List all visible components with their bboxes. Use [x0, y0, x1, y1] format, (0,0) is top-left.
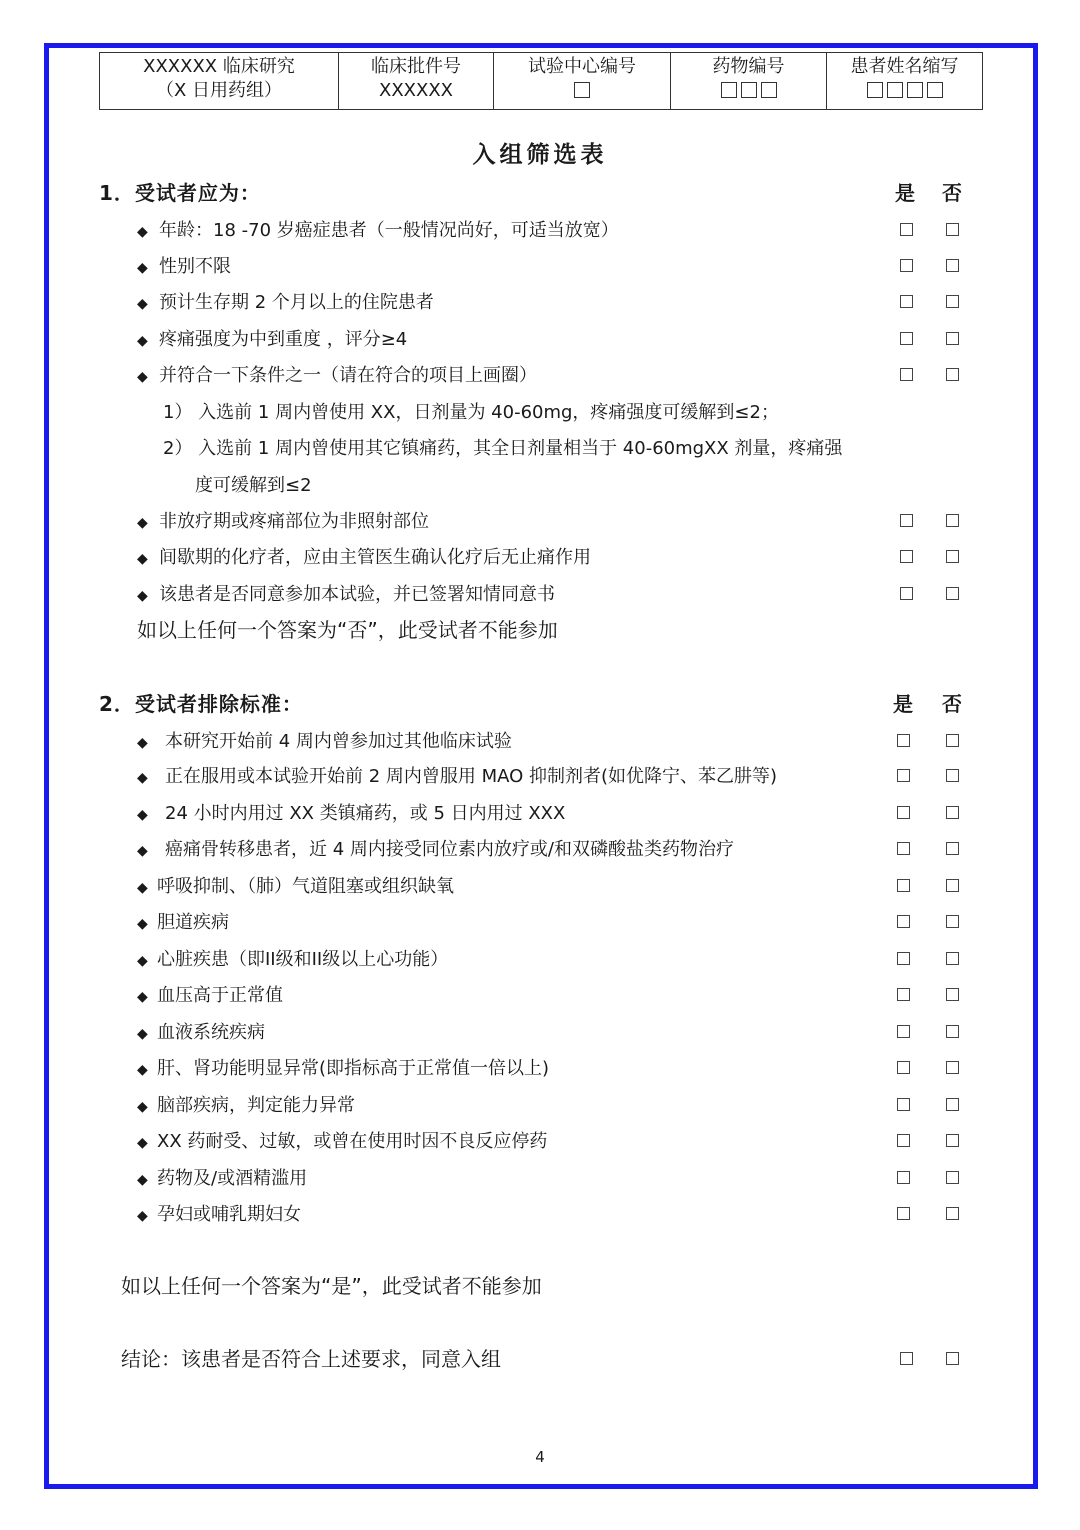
diamond-bullet-icon: ◆ — [137, 735, 148, 751]
drug-id-box[interactable] — [761, 82, 777, 98]
study-cell — [100, 53, 339, 110]
yes-header: 是 — [895, 181, 915, 205]
diamond-bullet-icon: ◆ — [137, 1172, 148, 1188]
no-checkbox[interactable] — [946, 988, 959, 1001]
list-item: ◆ 药物及/或酒精滥用 — [137, 1164, 307, 1194]
diamond-bullet-icon: ◆ — [137, 1135, 148, 1151]
yes-checkbox[interactable] — [897, 1061, 910, 1074]
study-group: （X 日用药组） — [155, 80, 283, 101]
list-item: ◆ 疼痛强度为中到重度 ，评分≥4 — [137, 325, 407, 355]
list-item: ◆ 年龄：18 -70 岁癌症患者（一般情况尚好，可适当放宽） — [137, 216, 619, 246]
no-checkbox[interactable] — [946, 879, 959, 892]
diamond-bullet-icon: ◆ — [137, 916, 148, 932]
yes-checkbox[interactable] — [897, 988, 910, 1001]
approval-label: 临床批件号 — [371, 56, 461, 77]
diamond-bullet-icon: ◆ — [137, 224, 148, 240]
yes-checkbox[interactable] — [897, 879, 910, 892]
list-item: ◆ 正在服用或本试验开始前 2 周内曾服用 MAO 抑制剂者(如优降宁、苯乙肼等) — [137, 762, 777, 792]
initials-box[interactable] — [927, 82, 943, 98]
yes-checkbox[interactable] — [900, 332, 913, 345]
no-checkbox[interactable] — [946, 550, 959, 563]
exclusion-note: 如以上任何一个答案为“是”，此受试者不能参加 — [121, 1274, 542, 1298]
drug-label: 药物编号 — [712, 56, 785, 77]
inclusion-note: 如以上任何一个答案为“否”，此受试者不能参加 — [137, 618, 558, 642]
diamond-bullet-icon: ◆ — [137, 260, 148, 276]
list-item: ◆ 血液系统疾病 — [137, 1018, 265, 1048]
sub-item: 1） 入选前 1 周内曾使用 XX，日剂量为 40-60mg，疼痛强度可缓解到≤2； — [163, 402, 779, 423]
list-item: ◆ 并符合一下条件之一（请在符合的项目上画圈） — [137, 361, 537, 391]
study-name: XXXXXX 临床研究 — [143, 56, 295, 77]
list-item: ◆ 间歇期的化疗者，应由主管医生确认化疗后无止痛作用 — [137, 543, 591, 573]
no-checkbox[interactable] — [946, 842, 959, 855]
diamond-bullet-icon: ◆ — [137, 770, 148, 786]
page-number: 4 — [535, 1448, 545, 1466]
diamond-bullet-icon: ◆ — [137, 333, 148, 349]
yes-checkbox[interactable] — [897, 1025, 910, 1038]
header-table — [99, 52, 983, 110]
initials-box[interactable] — [887, 82, 903, 98]
diamond-bullet-icon: ◆ — [137, 843, 148, 859]
yes-checkbox[interactable] — [897, 1134, 910, 1147]
diamond-bullet-icon: ◆ — [137, 515, 148, 531]
no-checkbox[interactable] — [946, 259, 959, 272]
initials-box[interactable] — [867, 82, 883, 98]
list-item: ◆ 本研究开始前 4 周内曾参加过其他临床试验 — [137, 727, 512, 757]
inclusion-heading: 1．受试者应为： — [99, 181, 261, 205]
list-item: ◆ 心脏疾患（即II级和II级以上心功能） — [137, 945, 448, 975]
yes-checkbox[interactable] — [900, 259, 913, 272]
diamond-bullet-icon: ◆ — [137, 588, 148, 604]
no-checkbox[interactable] — [946, 1061, 959, 1074]
no-checkbox[interactable] — [946, 806, 959, 819]
drug-id-box[interactable] — [721, 82, 737, 98]
patient-cell — [827, 53, 983, 110]
center-cell — [494, 53, 671, 110]
diamond-bullet-icon: ◆ — [137, 1026, 148, 1042]
no-checkbox[interactable] — [946, 514, 959, 527]
no-checkbox[interactable] — [946, 1098, 959, 1111]
yes-checkbox[interactable] — [900, 550, 913, 563]
no-checkbox[interactable] — [946, 332, 959, 345]
yes-checkbox[interactable] — [897, 1098, 910, 1111]
form-title: 入组筛选表 — [472, 142, 608, 168]
yes-checkbox[interactable] — [897, 1171, 910, 1184]
approval-cell — [339, 53, 494, 110]
center-id-box[interactable] — [574, 82, 590, 98]
no-checkbox[interactable] — [946, 1352, 959, 1365]
approval-value: XXXXXX — [379, 80, 453, 101]
diamond-bullet-icon: ◆ — [137, 296, 148, 312]
list-item: ◆ 呼吸抑制、（肺）气道阻塞或组织缺氧 — [137, 872, 454, 902]
diamond-bullet-icon: ◆ — [137, 880, 148, 896]
no-checkbox[interactable] — [946, 1134, 959, 1147]
no-checkbox[interactable] — [946, 1207, 959, 1220]
yes-header: 是 — [893, 692, 913, 716]
yes-checkbox[interactable] — [900, 1352, 913, 1365]
yes-checkbox[interactable] — [900, 368, 913, 381]
yes-checkbox[interactable] — [900, 587, 913, 600]
diamond-bullet-icon: ◆ — [137, 807, 148, 823]
no-checkbox[interactable] — [946, 915, 959, 928]
no-checkbox[interactable] — [946, 769, 959, 782]
conclusion-text: 结论：该患者是否符合上述要求，同意入组 — [121, 1347, 501, 1371]
drug-cell — [671, 53, 827, 110]
list-item: ◆ 非放疗期或疼痛部位为非照射部位 — [137, 507, 429, 537]
no-header: 否 — [942, 692, 962, 716]
diamond-bullet-icon: ◆ — [137, 989, 148, 1005]
list-item: ◆ 预计生存期 2 个月以上的住院患者 — [137, 288, 434, 318]
exclusion-heading: 2．受试者排除标准： — [99, 692, 303, 716]
list-item: ◆ 血压高于正常值 — [137, 981, 283, 1011]
sub-item: 度可缓解到≤2 — [195, 475, 312, 496]
drug-id-box[interactable] — [741, 82, 757, 98]
no-checkbox[interactable] — [946, 587, 959, 600]
list-item: ◆ 肝、肾功能明显异常(即指标高于正常值一倍以上) — [137, 1054, 549, 1084]
yes-checkbox[interactable] — [900, 223, 913, 236]
no-checkbox[interactable] — [946, 1171, 959, 1184]
yes-checkbox[interactable] — [897, 842, 910, 855]
no-checkbox[interactable] — [946, 295, 959, 308]
no-checkbox[interactable] — [946, 1025, 959, 1038]
yes-checkbox[interactable] — [897, 952, 910, 965]
diamond-bullet-icon: ◆ — [137, 369, 148, 385]
list-item: ◆ 胆道疾病 — [137, 908, 229, 938]
list-item: ◆ 该患者是否同意参加本试验，并已签署知情同意书 — [137, 580, 555, 610]
no-checkbox[interactable] — [946, 952, 959, 965]
list-item: ◆ XX 药耐受、过敏，或曾在使用时因不良反应停药 — [137, 1127, 547, 1157]
diamond-bullet-icon: ◆ — [137, 1062, 148, 1078]
sub-item: 2） 入选前 1 周内曾使用其它镇痛药，其全日剂量相当于 40-60mgXX 剂量，疼痛强 — [163, 438, 843, 459]
yes-checkbox[interactable] — [897, 1207, 910, 1220]
yes-checkbox[interactable] — [897, 769, 910, 782]
list-item: ◆ 24 小时内用过 XX 类镇痛药，或 5 日内用过 XXX — [137, 799, 565, 829]
patient-label: 患者姓名缩写 — [850, 56, 959, 77]
diamond-bullet-icon: ◆ — [137, 1208, 148, 1224]
list-item: ◆ 性别不限 — [137, 252, 231, 282]
yes-checkbox[interactable] — [897, 915, 910, 928]
list-item: ◆ 癌痛骨转移患者，近 4 周内接受同位素内放疗或/和双磷酸盐类药物治疗 — [137, 835, 734, 865]
yes-checkbox[interactable] — [897, 806, 910, 819]
initials-box[interactable] — [907, 82, 923, 98]
no-checkbox[interactable] — [946, 734, 959, 747]
yes-checkbox[interactable] — [900, 514, 913, 527]
diamond-bullet-icon: ◆ — [137, 1099, 148, 1115]
no-header: 否 — [942, 181, 962, 205]
no-checkbox[interactable] — [946, 368, 959, 381]
diamond-bullet-icon: ◆ — [137, 953, 148, 969]
list-item: ◆ 脑部疾病，判定能力异常 — [137, 1091, 355, 1121]
center-label: 试验中心编号 — [528, 56, 636, 77]
diamond-bullet-icon: ◆ — [137, 551, 148, 567]
yes-checkbox[interactable] — [900, 295, 913, 308]
no-checkbox[interactable] — [946, 223, 959, 236]
list-item: ◆ 孕妇或哺乳期妇女 — [137, 1200, 301, 1230]
yes-checkbox[interactable] — [897, 734, 910, 747]
